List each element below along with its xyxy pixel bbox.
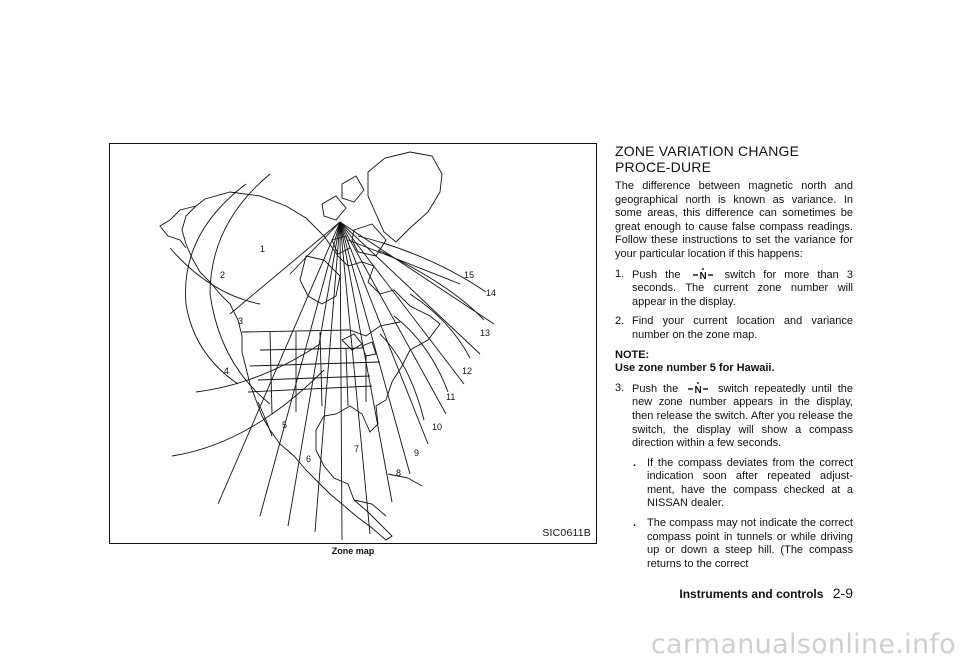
bullet-mark: . xyxy=(633,456,637,469)
zone-label: 2 xyxy=(220,270,226,280)
step-1 xyxy=(615,268,853,310)
bullet-item xyxy=(633,457,853,511)
zone-label: 10 xyxy=(432,422,443,432)
step-text: Find your current location and variance number on the zone map. xyxy=(632,315,853,341)
zone-map-figure xyxy=(109,143,597,544)
zone-label: 12 xyxy=(462,366,473,376)
figure-caption: Zone map xyxy=(331,546,375,556)
intro-paragraph: The difference between magnetic north and geographical north is known as variance. In some areas, this difference can sometimes be great enough to cause false compass readings. Follow these instructions to set the variance for your particular location if this happens: xyxy=(615,180,853,260)
zone-label: 9 xyxy=(414,448,420,458)
zone-label: 5 xyxy=(282,420,288,430)
zone-label: 4 xyxy=(224,366,230,376)
page-number: 2-9 xyxy=(832,585,853,601)
note-heading: NOTE: xyxy=(615,348,650,361)
bullet-mark: . xyxy=(633,517,637,530)
footer-section-title: Instruments and controls xyxy=(679,587,824,601)
step-number: 3. xyxy=(615,381,625,394)
step-2 xyxy=(615,315,853,342)
step-number: 1. xyxy=(615,267,625,280)
compass-switch-icon xyxy=(687,382,709,395)
step-number: 2. xyxy=(615,315,625,328)
zone-label: 11 xyxy=(446,392,456,402)
zone-label: 14 xyxy=(486,288,497,298)
step-text: switch repeatedly until the new zone number appears in the display, then release the switch. After you release the switch, the display will show a compass direction within a few seconds. xyxy=(632,382,853,450)
bullet-text: The compass may not indicate the correct compass point in tunnels or while driving up or down a steep hill. (The compass returns to the correct xyxy=(647,517,853,570)
step-text: switch for more than 3 seconds. The current zone number will appear in the display. xyxy=(632,268,854,308)
svg-text:N: N xyxy=(694,384,702,395)
note-text: Use zone number 5 for Hawaii. xyxy=(615,362,775,375)
zone-map-illustration xyxy=(110,144,596,543)
watermark: carmanualsonline.info xyxy=(650,629,956,660)
zone-label: 1 xyxy=(260,244,266,254)
page-footer xyxy=(679,585,853,601)
zone-label: 8 xyxy=(396,468,402,478)
bullet-text: If the compass deviates from the correct indication soon after repeated adjust-ment, have the compass checked at a NISSAN dealer. xyxy=(647,456,853,510)
section-heading: ZONE VARIATION CHANGE PROCE-DURE xyxy=(615,143,800,175)
zone-label: 7 xyxy=(354,444,360,454)
svg-text:N: N xyxy=(699,270,707,281)
compass-switch-icon xyxy=(692,268,714,281)
step-text: Push the xyxy=(632,268,681,281)
step-text: Push the xyxy=(632,382,679,395)
bullet-item xyxy=(633,517,853,571)
instructions-column xyxy=(615,143,853,577)
figure-code: SIC0611B xyxy=(542,527,591,539)
zone-label: 13 xyxy=(480,328,491,338)
step-3 xyxy=(615,382,853,451)
zone-label: 3 xyxy=(238,316,244,326)
zone-label: 6 xyxy=(306,454,312,464)
zone-label: 15 xyxy=(464,270,475,280)
